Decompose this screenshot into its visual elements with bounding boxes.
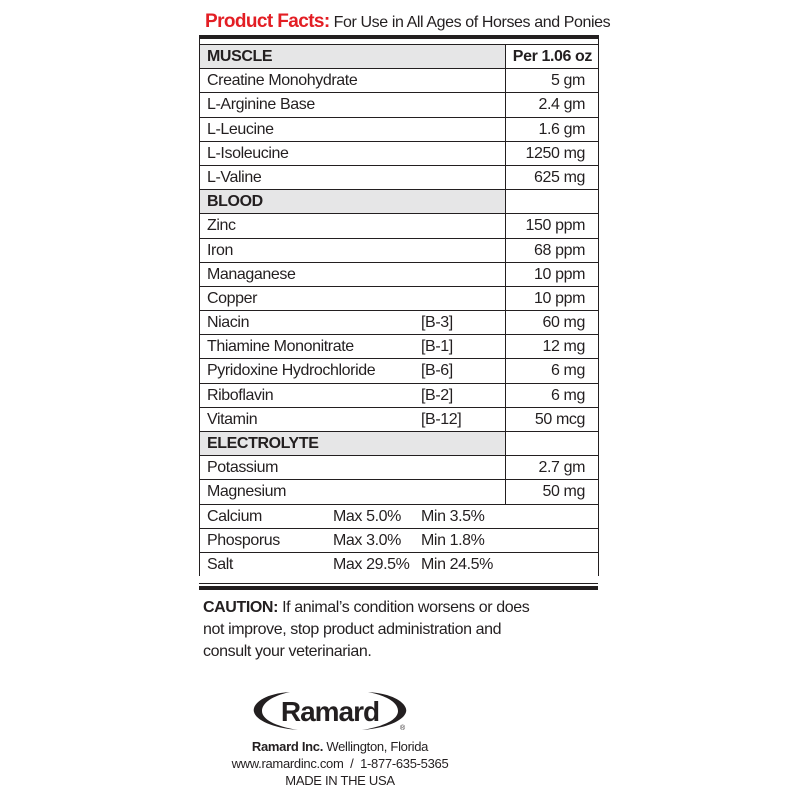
ingredient-name: Salt xyxy=(207,555,233,573)
ingredient-amount: 2.4 gm xyxy=(538,96,585,114)
product-facts-subtitle: For Use in All Ages of Horses and Ponies xyxy=(333,14,611,31)
table-row xyxy=(200,287,598,311)
ingredient-amount: 5 gm xyxy=(551,72,585,90)
ingredient-cell xyxy=(200,408,506,431)
ingredient-name: Copper xyxy=(200,287,506,310)
max-value: Max 3.0% xyxy=(333,531,401,549)
table-row xyxy=(200,263,598,287)
table-bottom-rule xyxy=(199,583,598,590)
company-address xyxy=(200,738,480,789)
ingredient-name: Iron xyxy=(200,239,506,262)
ingredient-amount: 50 mcg xyxy=(534,410,585,428)
ingredient-name: Zinc xyxy=(200,214,506,237)
max-value: Max 29.5% xyxy=(333,555,410,573)
table-row xyxy=(200,384,598,408)
table-row xyxy=(200,166,598,190)
ingredient-name: Managanese xyxy=(200,263,506,286)
product-facts-table xyxy=(199,35,599,576)
min-value: Min 3.5% xyxy=(421,507,485,525)
table-row xyxy=(200,214,598,238)
ingredient-name: L-Isoleucine xyxy=(200,142,506,165)
ingredient-amount: 6 mg xyxy=(551,362,585,380)
ingredient-amount: 2.7 gm xyxy=(538,459,585,477)
per-serving-header: Per 1.06 oz xyxy=(512,48,592,65)
table-row xyxy=(200,456,598,480)
company-name: Ramard Inc. xyxy=(251,739,324,754)
table-row xyxy=(200,480,598,504)
table-row xyxy=(200,93,598,117)
ingredient-name: Potassium xyxy=(200,456,506,479)
range-cell xyxy=(200,553,598,576)
ingredient-amount: 625 mg xyxy=(534,168,585,186)
vitamin-tag: [B-3] xyxy=(421,314,453,332)
company-location: Wellington, Florida xyxy=(326,739,429,754)
ingredient-name: Magnesium xyxy=(200,480,506,503)
per-serving-header xyxy=(506,190,598,213)
ingredient-cell xyxy=(200,384,506,407)
ingredient-name: Calcium xyxy=(207,507,262,525)
logo-wordmark: Ramard xyxy=(280,696,380,727)
ingredient-name: Vitamin xyxy=(207,410,258,428)
ingredient-name: L-Arginine Base xyxy=(200,93,506,116)
section-title: MUSCLE xyxy=(200,45,506,68)
registered-mark: ® xyxy=(400,725,406,732)
table-row xyxy=(200,335,598,359)
section-header-electrolyte xyxy=(200,432,598,456)
vitamin-tag: [B-12] xyxy=(421,410,462,428)
ingredient-amount: 60 mg xyxy=(542,314,585,332)
ingredient-amount: 6 mg xyxy=(551,386,585,404)
ingredient-name: Phosporus xyxy=(207,531,280,549)
range-cell xyxy=(200,505,598,528)
ingredient-name: L-Leucine xyxy=(200,118,506,141)
vitamin-tag: [B-1] xyxy=(421,338,453,356)
ingredient-amount: 68 ppm xyxy=(534,241,585,259)
product-facts-title xyxy=(205,11,610,33)
ingredient-amount: 1.6 gm xyxy=(538,120,585,138)
range-row xyxy=(200,553,598,576)
ingredient-name: L-Valine xyxy=(200,166,506,189)
made-in-usa: MADE IN THE USA xyxy=(285,773,395,788)
ingredient-name: Thiamine Mononitrate xyxy=(207,338,354,356)
range-row xyxy=(200,529,598,553)
range-cell xyxy=(200,529,598,552)
ingredient-name: Creatine Monohydrate xyxy=(200,69,506,92)
table-row xyxy=(200,408,598,432)
min-value: Min 1.8% xyxy=(421,531,485,549)
ingredient-amount: 50 mg xyxy=(542,483,585,501)
company-contact: www.ramardinc.com / 1-877-635-5365 xyxy=(231,756,449,771)
table-row xyxy=(200,142,598,166)
section-header-blood xyxy=(200,190,598,214)
ingredient-amount: 12 mg xyxy=(542,338,585,356)
ingredient-cell xyxy=(200,311,506,334)
section-header-muscle xyxy=(200,45,598,69)
max-value: Max 5.0% xyxy=(333,507,401,525)
section-title: BLOOD xyxy=(200,190,506,213)
ingredient-cell xyxy=(200,359,506,382)
table-row xyxy=(200,239,598,263)
min-value: Min 24.5% xyxy=(421,555,493,573)
ingredient-amount: 1250 mg xyxy=(525,144,585,162)
ramard-logo xyxy=(250,686,410,736)
range-row xyxy=(200,505,598,529)
ingredient-amount: 150 ppm xyxy=(525,217,585,235)
vitamin-tag: [B-2] xyxy=(421,386,453,404)
per-serving-header xyxy=(506,432,598,455)
caution-note xyxy=(203,597,543,663)
ingredient-name: Riboflavin xyxy=(207,386,274,404)
ingredient-amount: 10 ppm xyxy=(534,289,585,307)
section-title: ELECTROLYTE xyxy=(200,432,506,455)
vitamin-tag: [B-6] xyxy=(421,362,453,380)
caution-text: If animal’s condition worsens or does not improve, stop product administration and consult your veterinarian. xyxy=(203,599,530,660)
table-row xyxy=(200,118,598,142)
ingredient-name: Pyridoxine Hydrochloride xyxy=(207,362,376,380)
ingredient-cell xyxy=(200,335,506,358)
caution-label: CAUTION: xyxy=(203,599,279,616)
table-row xyxy=(200,359,598,383)
product-facts-label: Product Facts: xyxy=(205,11,330,32)
table-row xyxy=(200,311,598,335)
table-row xyxy=(200,69,598,93)
ingredient-amount: 10 ppm xyxy=(534,265,585,283)
ingredient-name: Niacin xyxy=(207,314,250,332)
